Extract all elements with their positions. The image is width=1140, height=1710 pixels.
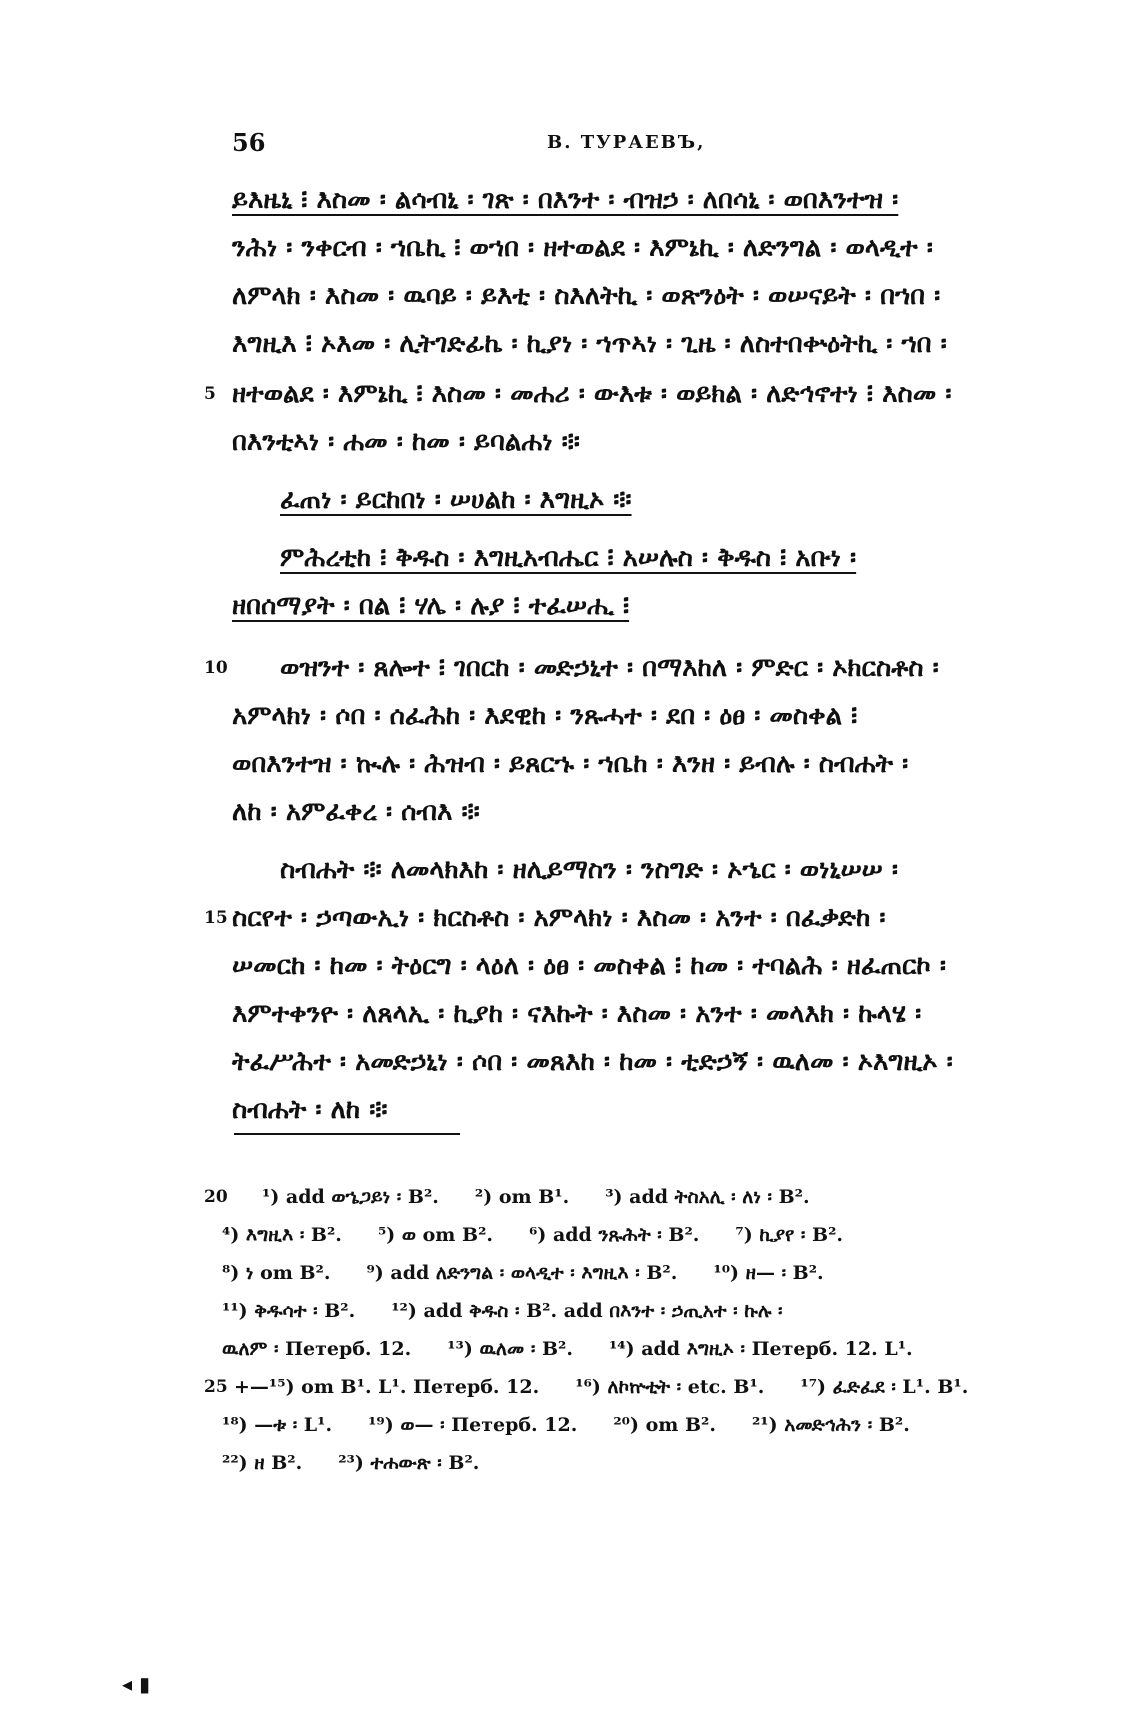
footnote-line-5 [222, 1332, 1012, 1368]
footnote: ²) om B¹. [474, 1186, 570, 1208]
footnote-line-6 [234, 1370, 1012, 1406]
text-line-6: በእንቲኣነ ፡ ሐመ ፡ ከመ ፡ ይባልሐነ ፨ [232, 427, 580, 457]
footnote: ¹⁸) —ቱ ፡ L¹. [222, 1414, 333, 1436]
footnote: ⁶) add ንጹሕት ፡ B². [529, 1224, 700, 1246]
line-number-20: 20 [204, 1187, 228, 1207]
text-line-8 [280, 538, 1012, 582]
heading-word: ይእዜኒ ፧ እስመ ፡ ልሳብኒ ፡ ገጽ ፡ በእንተ ፡ ብዝኃ ፡ ለበሳኒ ፡ ወበእንተዝ ፡ [232, 185, 899, 215]
line-number-25: 25 [204, 1377, 228, 1397]
footnote: ²¹) አመድኅሕን ፡ B². [751, 1414, 910, 1436]
text-line-19: ስብሐት ፡ ለከ ፨ [232, 1095, 388, 1125]
footnote: ⁴) እግዚእ ፡ B². [222, 1224, 342, 1246]
footnote-line-2 [222, 1218, 1012, 1254]
running-head: В. ТУРАЕВЪ, [547, 132, 706, 153]
text-line-12: ወበእንተዝ ፡ ኲሉ ፡ ሕዝብ ፡ ይጸርኁ ፡ ኀቤከ ፡ እንዘ ፡ ይብሉ ፡ ስብሐት ፡ [232, 749, 909, 779]
text-line-9 [232, 586, 1012, 630]
footnote-line-4 [222, 1294, 1012, 1330]
underlined-heading: ፈጠነ ፡ ይርከበነ ፡ ሠሀልከ ፡ እግዚኦ ፨ [280, 485, 632, 515]
footnote: ¹¹) ቅዱሳተ ፡ B². [222, 1300, 356, 1322]
text-line-2: ንሕነ ፡ ንቀርብ ፡ ኀቤኪ ፧ ወኀበ ፡ ዘተወልደ ፡ እምኔኪ ፡ ለድንግል ፡ ወላዲተ ፡ [232, 233, 933, 263]
text-line-11: አምላክነ ፡ ሶበ ፡ ሰፈሕከ ፡ እደዊከ ፡ ንጹሓተ ፡ ደበ ፡ ዕፀ ፡ መስቀል ፧ [232, 701, 858, 731]
footnote: ¹³) ዉለመ ፡ B². [447, 1338, 573, 1360]
text-line-14: ስብሐት ፨ ለመላክእከ ፡ ዘሊይማስን ፡ ንስግድ ፡ ኦኄር ፡ ወነኒሠሠ ፡ [280, 855, 898, 885]
footnote: ⁹) add ለድንግል ፡ ወላዲተ ፡ እግዚእ ፡ B². [366, 1262, 678, 1284]
footnote-line-8 [222, 1446, 1012, 1482]
footnote: +—¹⁵) om B¹. L¹. Петерб. 12. [234, 1376, 540, 1398]
footnote-line-7 [222, 1408, 1012, 1444]
text-line-1 [232, 180, 1012, 224]
underlined-heading: ምሕረቲከ ፧ ቅዱስ ፡ እግዚአብሔር ፧ አሠሉስ ፡ ቅዱስ ፧ አቡነ ፡ [280, 543, 857, 573]
footnote: ²⁰) om B². [613, 1414, 716, 1436]
underlined-heading: ዘበሰማያት ፡ በል ፧ ሃሌ ፡ ሉያ ፧ ተፈሠሒ ፧ [232, 591, 630, 621]
text-line-16: ሠመርከ ፡ ከመ ፡ ትዕርግ ፡ ላዕለ ፡ ዕፀ ፡ መስቀል ፧ ከመ ፡ ተባልሕ ፡ ዘፈጠርኮ ፡ [232, 951, 946, 981]
footnote: ¹⁴) add እግዚኦ ፡ Петерб. 12. L¹. [608, 1338, 913, 1360]
footnote: ¹⁰) ዘ— ፡ B². [713, 1262, 824, 1284]
text-line-10: ወዝንተ ፡ ጸሎተ ፧ ገበርከ ፡ መድኃኒተ ፡ በማእከለ ፡ ምድር ፡ ኦክርስቶስ ፡ [280, 653, 939, 683]
line-number-10: 10 [204, 658, 228, 678]
footnote: ¹⁹) ወ— ፡ Петерб. 12. [368, 1414, 578, 1436]
footnote: ⁸) ነ om B². [222, 1262, 331, 1284]
text-line-4: እግዚእ ፧ ኦእመ ፡ ሊትገድፊኬ ፡ ኪያነ ፡ ኀጥኣነ ፡ ጊዜ ፡ ለስተበቍዕትኪ ፡ ኀበ ፡ [232, 329, 947, 359]
footnote: ዉለም ፡ Петерб. 12. [222, 1338, 412, 1360]
text-line-7 [280, 480, 1012, 524]
footnote: ¹²) add ቅዱስ ፡ B². add በእንተ ፡ ኃጢአተ ፡ ኩሉ ፡ [391, 1300, 783, 1322]
page-header [232, 128, 1012, 168]
text-line-15: ስርየተ ፡ ኃጣውኢነ ፡ ክርስቶስ ፡ አምላክነ ፡ እስመ ፡ አንተ ፡ በፈቃድከ ፡ [232, 903, 886, 933]
text-line-5: ዘተወልደ ፡ እምኔኪ ፧ እስመ ፡ መሐሪ ፡ ውእቱ ፡ ወይክል ፡ ለድኅኖተነ ፧ እስመ ፡ [232, 379, 952, 409]
text-line-3: ለምላክ ፡ እስመ ፡ ዉባይ ፡ ይእቲ ፡ ስእለትኪ ፡ ወጽንዕት ፡ ወሠናይት ፡ በኀበ ፡ [232, 281, 941, 311]
footnote-line-1 [262, 1180, 1012, 1216]
footnote: ²³) ተሐውጽ ፡ B². [338, 1452, 480, 1474]
line-number-5: 5 [204, 384, 216, 404]
footnote: ⁷) ኪያየ ፡ B². [735, 1224, 844, 1246]
footnote: ⁵) ወ om B². [377, 1224, 494, 1246]
text-line-13: ለከ ፡ አምፈቀረ ፡ ሰብእ ፨ [232, 797, 480, 827]
footnote-rule [234, 1133, 460, 1135]
line-number-15: 15 [204, 908, 228, 928]
footnote: ³) add ትስአሊ ፡ ለነ ፡ B². [605, 1186, 810, 1208]
scan-marks: ◂ ▮ [122, 1672, 151, 1696]
footnote: ¹) add ወኄጋይነ ፡ B². [262, 1186, 439, 1208]
footnote: ²²) ዘ B². [222, 1452, 303, 1474]
footnote: ¹⁶) ለኮኵቲት ፡ etc. B¹. [575, 1376, 765, 1398]
text-line-18: ትፈሥሕተ ፡ አመድኃኒነ ፡ ሶበ ፡ መጸእከ ፡ ከመ ፡ ቲድኃኝ ፡ ዉለመ ፡ ኦእግዚኦ ፡ [232, 1047, 953, 1077]
footnote: ¹⁷) ፈድፈደ ፡ L¹. B¹. [800, 1376, 969, 1398]
footnote-line-3 [222, 1256, 1012, 1292]
page-number: 56 [232, 128, 266, 157]
text-line-17: እምተቀንዮ ፡ ለጸላኢ ፡ ኪያከ ፡ ናእኩት ፡ እስመ ፡ አንተ ፡ መላእክ ፡ ኩላሄ ፡ [232, 999, 922, 1029]
